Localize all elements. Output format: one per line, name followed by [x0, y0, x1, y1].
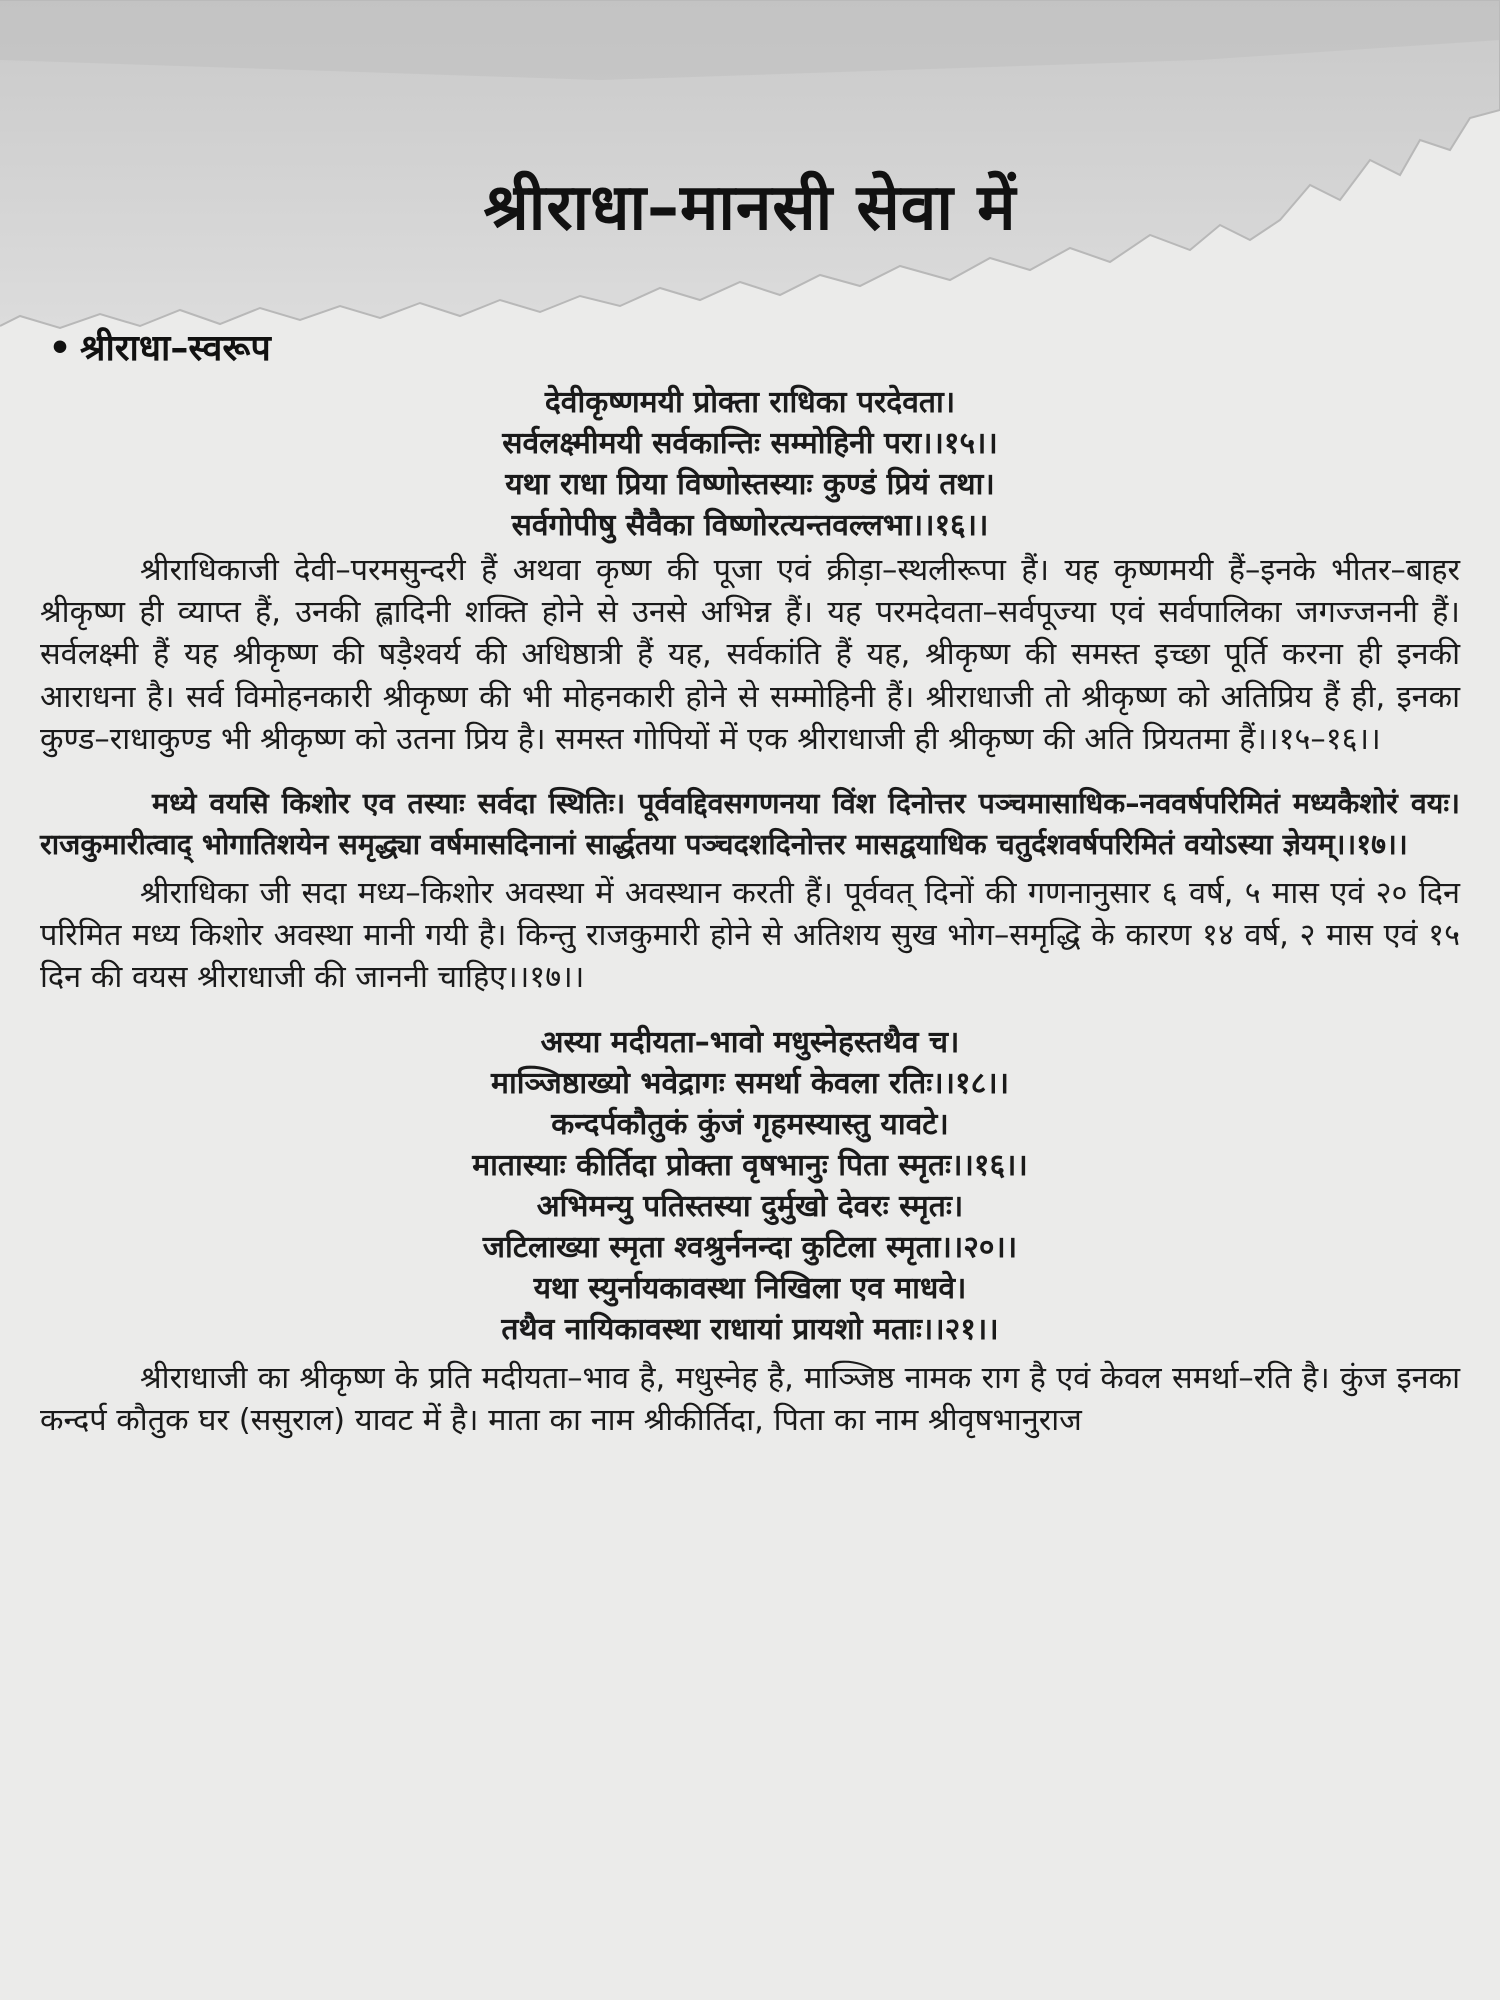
verses-15-16 — [40, 382, 1460, 546]
section-heading-text: श्रीराधा–स्वरूप — [80, 328, 271, 369]
verses-18-21 — [40, 1022, 1460, 1350]
verse-line: अस्या मदीयता–भावो मधुस्नेहस्तथैव च। — [540, 1024, 960, 1060]
verse-line: तथैव नायिकावस्था राधायां प्रायशो मताः।।२१।। — [501, 1311, 999, 1347]
commentary-15-16: श्रीराधिकाजी देवी–परमसुन्दरी हैं अथवा कृष्ण की पूजा एवं क्रीड़ा–स्थलीरूपा हैं। यह कृष्णमयी हैं–इनके भीतर–बाहर श्रीकृष्ण ही व्याप्त हैं, उनकी ह्लादिनी शक्ति होने से उनसे अभिन्न हैं। यह परमदेवता–सर्वपूज्या एवं सर्वपालिका जगज्जननी हैं। सर्वलक्ष्मी हैं यह श्रीकृष्ण की षड़ैश्वर्य की अधिष्ठात्री हैं यह, सर्वकांति हैं यह, श्रीकृष्ण की समस्त इच्छा पूर्ति करना ही इनकी आराधना है। सर्व विमोहनकारी श्रीकृष्ण की भी मोहनकारी होने से सम्मोहिनी हैं। श्रीराधाजी तो श्रीकृष्ण को अतिप्रिय हैं ही, इनका कुण्ड–राधाकुण्ड भी श्रीकृष्ण को उतना प्रिय है। समस्त गोपियों में एक श्रीराधाजी ही श्रीकृष्ण की अति प्रियतमा हैं।।१५–१६।। — [40, 553, 1460, 757]
section-heading — [40, 322, 1460, 376]
verse-line: देवीकृष्णमयी प्रोक्ता राधिका परदेवता। — [544, 385, 956, 420]
sanskrit-passage-17: मध्ये वयसि किशोर एव तस्याः सर्वदा स्थितिः। पूर्ववद्दिवसगणनया विंश दिनोत्तर पञ्चमासाधिक–नववर्षपरिमितं मध्यकैशोरं वयः। राजकुमारीत्वाद् भोगातिशयेन समृद्ध्या वर्षमासदिनानां सार्द्धतया पञ्चदशदिनोत्तर मासद्वयाधिक चतुर्दशवर्षपरिमितं वयोऽस्या ज्ञेयम्।।१७।। — [40, 786, 1460, 862]
bullet-icon: • — [48, 328, 72, 369]
verse-line: सर्वगोपीषु सैवैका विष्णोरत्यन्तवल्लभा।।१६।। — [511, 508, 989, 543]
page-content — [40, 322, 1460, 1452]
verse-line: मातास्याः कीर्तिदा प्रोक्ता वृषभानुः पिता स्मृतः।।१६।। — [472, 1147, 1028, 1183]
commentary-17: श्रीराधिका जी सदा मध्य–किशोर अवस्था में अवस्थान करती हैं। पूर्ववत् दिनों की गणनानुसार ६ वर्ष, ५ मास एवं २० दिन परिमित मध्य किशोर अवस्था मानी गयी है। किन्तु राजकुमारी होने से अतिशय सुख भोग–समृद्धि के कारण १४ वर्ष, २ मास एवं १५ दिन की वयस श्रीराधाजी की जाननी चाहिए।।१७।। — [40, 876, 1460, 996]
verse-line: यथा राधा प्रिया विष्णोस्तस्याः कुण्डं प्रियं तथा। — [505, 467, 995, 502]
verse-line: अभिमन्यु पतिस्तस्या दुर्मुखो देवरः स्मृतः। — [536, 1188, 964, 1224]
verse-line: माञ्जिष्ठाख्यो भवेद्रागः समर्था केवला रतिः।।१८।। — [491, 1065, 1009, 1101]
chapter-title: श्रीराधा–मानसी सेवा में — [483, 171, 1017, 245]
commentary-18-21: श्रीराधाजी का श्रीकृष्ण के प्रति मदीयता–भाव है, मधुस्नेह है, माञ्जिष्ठ नामक राग है एवं केवल समर्था–रति है। कुंज इनका कन्दर्प कौतुक घर (ससुराल) यावट में है। माता का नाम श्रीकीर्तिदा, पिता का नाम श्रीवृषभानुराज — [40, 1360, 1460, 1438]
verse-line: सर्वलक्ष्मीमयी सर्वकान्तिः सम्मोहिनी परा।।१५।। — [502, 426, 998, 461]
verse-line: कन्दर्पकौतुकं कुंजं गृहमस्यास्तु यावटे। — [551, 1106, 949, 1142]
verse-line: जटिलाख्या स्मृता श्वश्रुर्ननन्दा कुटिला स्मृता।।२०।। — [482, 1229, 1018, 1265]
verse-line: यथा स्युर्नायकावस्था निखिला एव माधवे। — [533, 1270, 967, 1306]
